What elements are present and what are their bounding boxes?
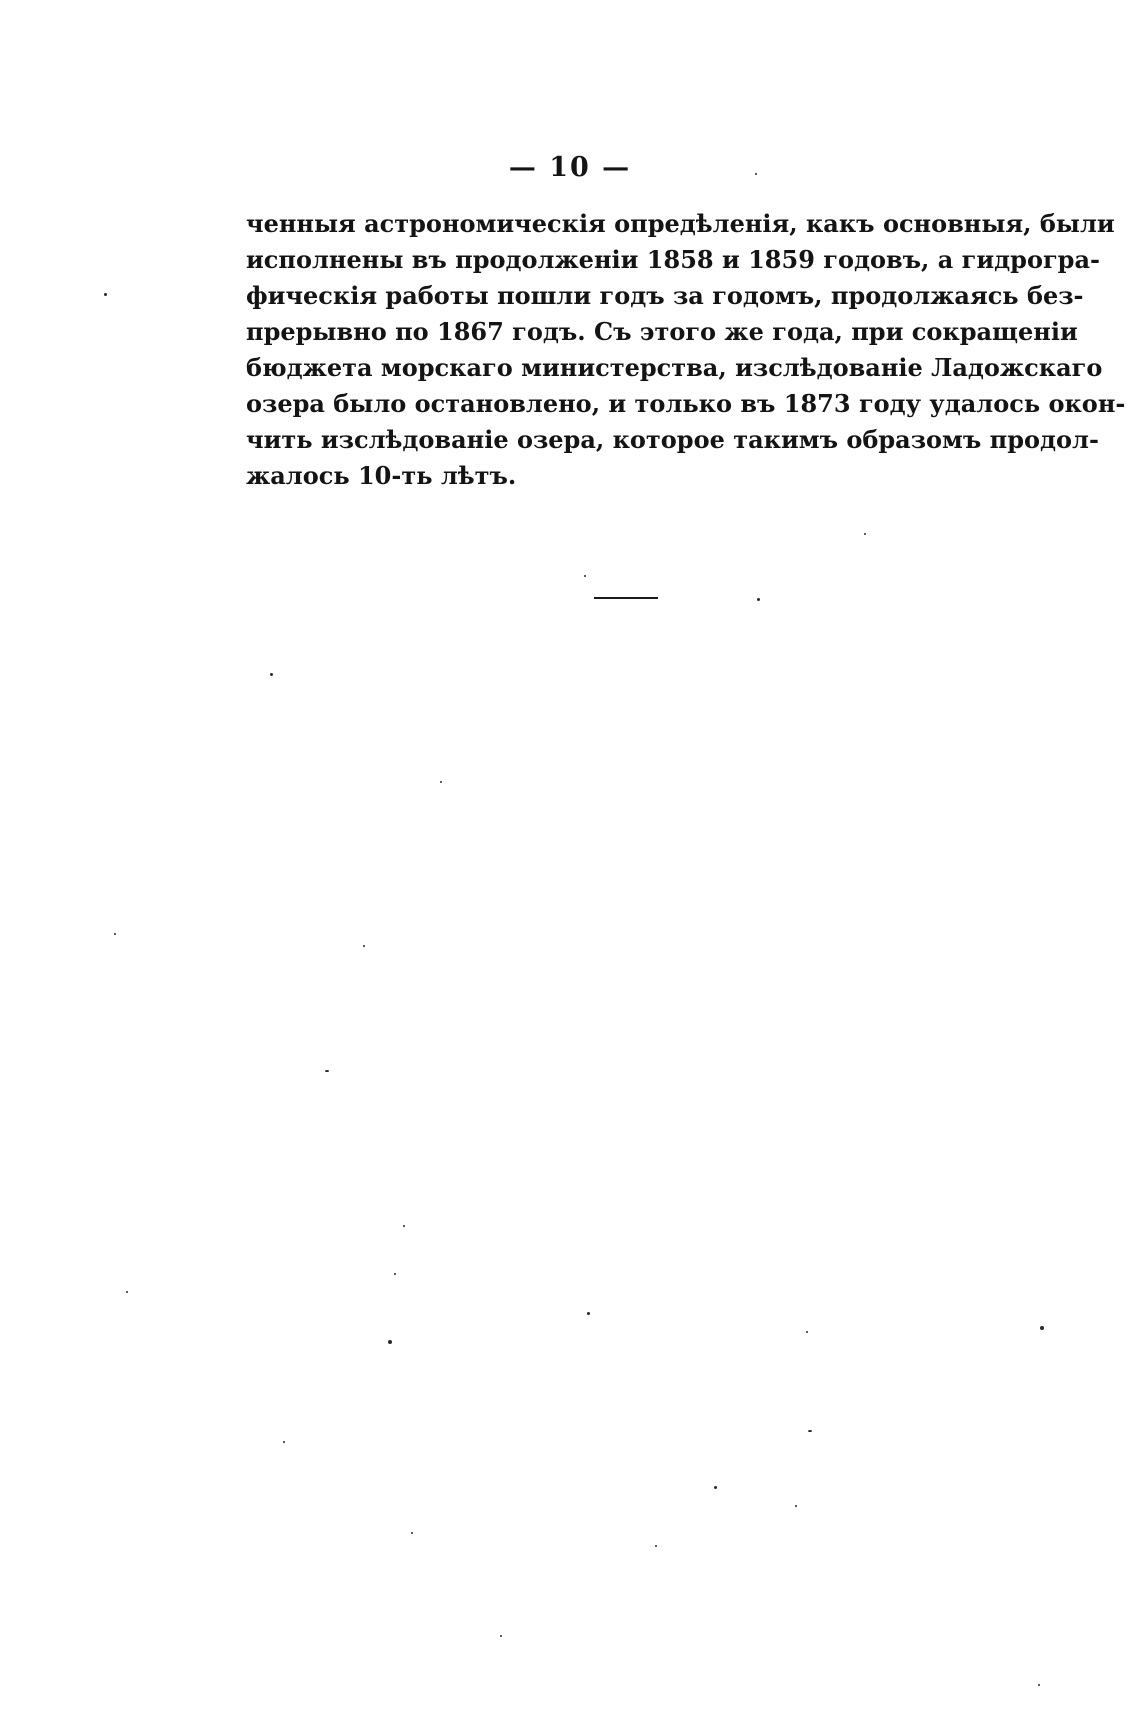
text-line: жалось 10-ть лѣтъ.	[246, 461, 517, 490]
scan-speck	[403, 1225, 405, 1227]
scan-speck	[126, 1291, 128, 1293]
scan-speck	[587, 1312, 590, 1315]
text-line: прерывно по 1867 годъ. Съ этого же года, при сокращеніи	[246, 317, 1078, 346]
scan-speck	[394, 1273, 396, 1275]
scan-speck	[440, 781, 442, 783]
scan-speck	[864, 533, 866, 535]
scan-speck	[584, 575, 586, 577]
scan-speck	[388, 1340, 392, 1344]
section-end-rule	[594, 597, 658, 599]
scan-speck	[325, 1070, 329, 1072]
scan-speck	[1038, 1684, 1040, 1686]
text-line: чить изслѣдованіе озера, которое такимъ образомъ продол-	[246, 425, 1099, 454]
scan-speck	[363, 945, 365, 947]
scan-speck	[806, 1331, 808, 1333]
scan-speck	[114, 933, 116, 935]
page-number: — 10 —	[508, 152, 632, 183]
scan-speck	[1040, 1326, 1044, 1330]
scan-speck	[104, 293, 107, 296]
text-line: ченныя астрономическія опредѣленія, какъ основныя, были	[246, 209, 1115, 238]
text-line: бюджета морскаго министерства, изслѣдованіе Ладожскаго	[246, 353, 1103, 382]
scan-speck	[655, 1545, 657, 1547]
scan-speck	[714, 1486, 717, 1489]
scan-speck	[755, 173, 757, 175]
text-line: озера было остановлено, и только въ 1873 году удалось окон-	[246, 389, 1126, 418]
scan-speck	[795, 1505, 797, 1507]
scan-speck	[283, 1441, 285, 1443]
text-line: исполнены въ продолженіи 1858 и 1859 годовъ, а гидрогра-	[246, 245, 1100, 274]
scan-speck	[500, 1635, 502, 1637]
scan-speck	[757, 598, 760, 601]
scan-speck	[270, 673, 273, 676]
body-paragraph	[246, 206, 1126, 494]
scan-speck	[808, 1430, 812, 1432]
scan-speck	[411, 1532, 413, 1534]
text-line: фическія работы пошли годъ за годомъ, продолжаясь без-	[246, 281, 1084, 310]
